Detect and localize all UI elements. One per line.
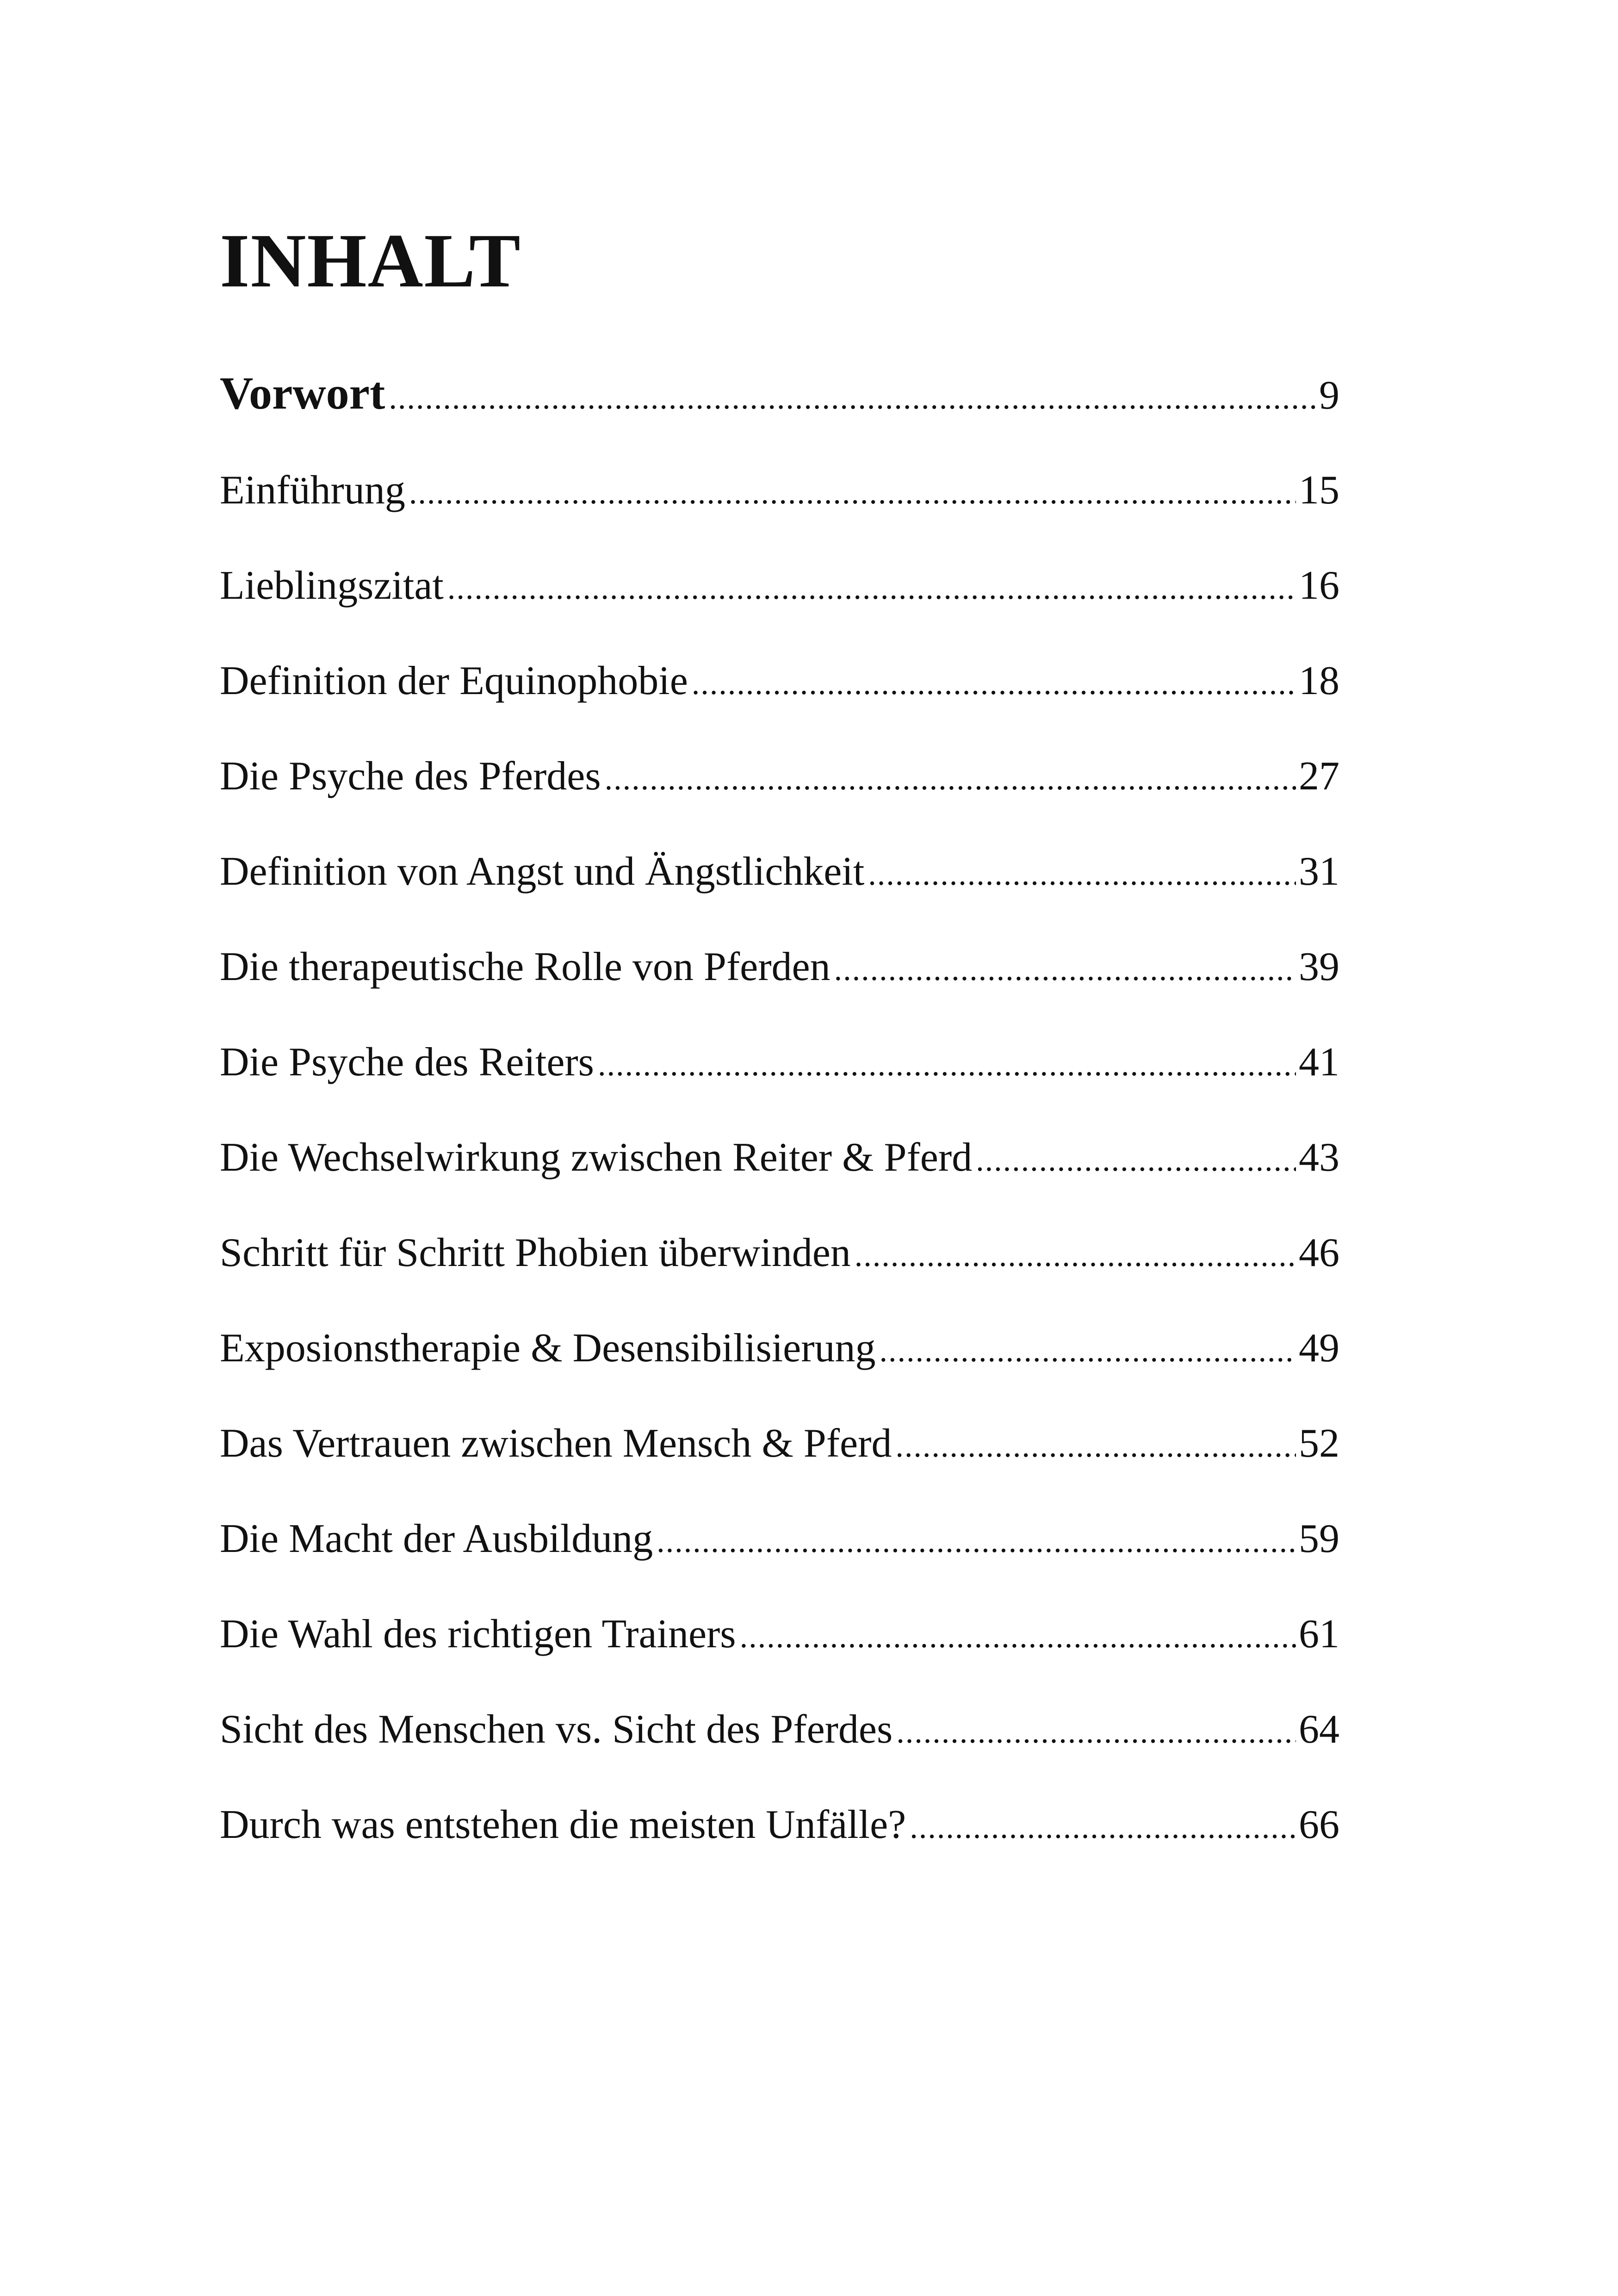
dot-leader [976, 1144, 1296, 1177]
toc-entry-label: Einführung [220, 468, 405, 513]
toc-page-number: 9 [1319, 373, 1339, 418]
toc-entry [220, 1802, 1339, 1900]
toc-page-number: 64 [1299, 1707, 1339, 1752]
dot-leader [896, 1716, 1296, 1749]
toc-entry-label: Sicht des Menschen vs. Sicht des Pferdes [220, 1707, 893, 1752]
toc-page-number: 39 [1299, 944, 1339, 989]
toc-entry [220, 658, 1339, 756]
toc-entry [220, 851, 1339, 947]
toc-page-number: 31 [1299, 849, 1339, 894]
toc-entry-label: Das Vertrauen zwischen Mensch & Pferd [220, 1421, 892, 1466]
toc-entry [220, 1423, 1339, 1519]
dot-leader [598, 1049, 1296, 1081]
toc-entry [220, 470, 1339, 565]
toc-page-number: 16 [1299, 563, 1339, 608]
toc-entry [220, 944, 1339, 1042]
dot-leader [895, 1430, 1296, 1463]
toc-page-number: 41 [1299, 1040, 1339, 1085]
dot-leader [409, 477, 1296, 509]
toc-entry-label: Die Wahl des richtigen Trainers [220, 1612, 736, 1657]
dot-leader [880, 1335, 1296, 1367]
dot-leader [910, 1812, 1296, 1844]
toc-entry [220, 1042, 1339, 1137]
toc-entry [220, 1137, 1339, 1233]
toc-page-number: 18 [1299, 658, 1339, 703]
toc-page-number: 43 [1299, 1135, 1339, 1180]
toc-entry-label: Definition von Angst und Ängstlichkeit [220, 849, 865, 894]
dot-leader [447, 572, 1296, 605]
toc-entry-label: Die Wechselwirkung zwischen Reiter & Pferd [220, 1135, 973, 1180]
dot-leader [605, 763, 1296, 795]
toc-page-number: 27 [1299, 754, 1339, 799]
toc-entry [220, 756, 1339, 851]
dot-leader [868, 858, 1296, 891]
dot-leader [855, 1240, 1296, 1272]
toc-entry [220, 1230, 1339, 1328]
toc-page-number: 61 [1299, 1612, 1339, 1657]
toc-entry [220, 1709, 1339, 1805]
dot-leader [692, 668, 1296, 700]
toc-entry-label: Die Macht der Ausbildung [220, 1516, 653, 1561]
table-of-contents [220, 367, 1339, 1900]
toc-entry [220, 1614, 1339, 1709]
toc-entry [220, 565, 1339, 661]
toc-page-number: 15 [1299, 468, 1339, 513]
page-title: INHALT [220, 218, 521, 303]
toc-entry-label: Exposionstherapie & Desensibilisierung [220, 1326, 876, 1371]
toc-page-number: 66 [1299, 1802, 1339, 1847]
dot-leader [740, 1621, 1296, 1653]
toc-page-number: 52 [1299, 1421, 1339, 1466]
toc-entry-label: Vorwort [220, 367, 385, 419]
dot-leader [657, 1526, 1296, 1558]
toc-entry-label: Durch was entstehen die meisten Unfälle? [220, 1802, 906, 1847]
toc-entry-label: Definition der Equinophobie [220, 658, 688, 703]
toc-page-number: 59 [1299, 1516, 1339, 1561]
dot-leader [389, 382, 1316, 415]
toc-page-number: 49 [1299, 1326, 1339, 1371]
toc-entry [220, 1516, 1339, 1614]
toc-entry-label: Die Psyche des Pferdes [220, 754, 601, 799]
toc-entry-label: Lieblingszitat [220, 563, 444, 608]
toc-page-number: 46 [1299, 1230, 1339, 1275]
dot-leader [834, 954, 1296, 986]
toc-entry [220, 1328, 1339, 1423]
toc-entry-label: Die therapeutische Rolle von Pferden [220, 944, 831, 989]
toc-entry-label: Schritt für Schritt Phobien überwinden [220, 1230, 851, 1275]
toc-entry-vorwort [220, 367, 1339, 470]
toc-entry-label: Die Psyche des Reiters [220, 1040, 594, 1085]
